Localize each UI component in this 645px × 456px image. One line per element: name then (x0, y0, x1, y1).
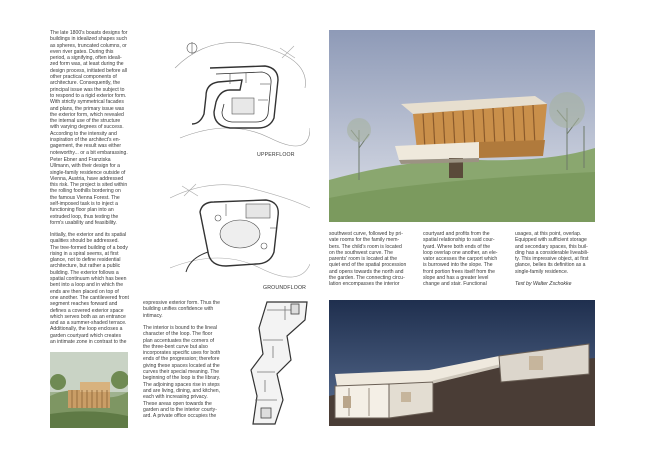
upper-floor-label: UPPERFLOOR (257, 152, 295, 158)
architects-paragraph: Peter Ebner and Franziska Ullmann, with their design for a single-family residence outside of Vienna, Austria, have addressed this risk. The project is sited within the rolling foothills bordering on the famous Vienna Forest. The self-imposed task is to inject a functioning floor plan into an extruded loop, thus testing the form's usability and feasibility. (50, 157, 128, 226)
author-credit: Text by Walter Zschokke (515, 281, 572, 287)
interior-paragraph: The interior is bound to the lineal character of the loop. The floor plan accentuates the corners of the three-bent curve but also incorporates specific uses for both ends of the progression; therefore giving these spaces located at the curves their special meaning. The beginning of the loop is the library. The adjoining spaces rise in steps and are living, dining, and kitchen, each with increasing privacy. These areas open towards the garden and to the interior courty- ard. A private office occupies the (143, 325, 221, 420)
intro-paragraph: The late 1800's boasts designs for buildings in idealized shapes such as spheres, truncated columns, or even river gates. During this period, a signifying, often ideali- zed form was, at least during the design process, initiated before all other practical components of architecture. Consequently, the principal issue was the subject to to respond to a rigid exterior form. With strictly symmetrical facades and plans, the primary issue was the exterior form, which revealed the internal use of the structure with varying degrees of success. According to the intensity and inspiration of the architect's en- gagement, the result was either noteworthy... or a bit embarassing. (50, 30, 128, 156)
cross-section-rendering (329, 300, 595, 426)
text-col5: usages, at this point, overlap. Equipped with sufficient storage and secondary spaces, this buil- ding has a considerable liveabili- ty. This impressive object, at first glance, belies its definition as a single-family residence. (515, 231, 589, 275)
house-rendering-large (329, 30, 595, 222)
text-col3: southwest curve, followed by pri- vate rooms for the family mem- bers. The child's room is located on the southwest curve. The parents' room is located at the quiet end of the spatial procession and opens towards the north and the garden. The connecting circu- lation encompasses the interior (329, 231, 407, 288)
ground-floor-plan (170, 168, 310, 286)
exterior-paragraph: Initially, the exterior and its spatial qualities should be addressed. The tree-formed building of a body rising in a spiral seems, at first glance, not to define residential architecture, but rather a public building. The exterior follows a spatial continuum which has been bent into a loop and in which the ends are then placed on top of one another. The cantilevered front segment reaches forward and defines a covered exterior space which serves both as an entrance and as a summer-shaded terrace. Additionally, the loop encloses a garden courtyard which creates an intimate zone in contrast to the (50, 232, 129, 346)
building-section-sketch (247, 300, 311, 426)
upper-floor-plan (170, 28, 310, 148)
house-photo-small (50, 352, 128, 428)
text-col4: courtyard and profits from the spatial relationship to said cour- tyard. Where both ends of the loop overlap one another, an ele- vator accesses the carport which is burrowed into the slope. The front portion frees itself from the slope and has a greater level change and stair. Functional (423, 231, 498, 288)
ground-floor-label: GROUNDFLOOR (263, 285, 307, 291)
middle-column-intro: expressive exterior form. Thus the building unifies confidence with intimacy. (143, 300, 220, 319)
